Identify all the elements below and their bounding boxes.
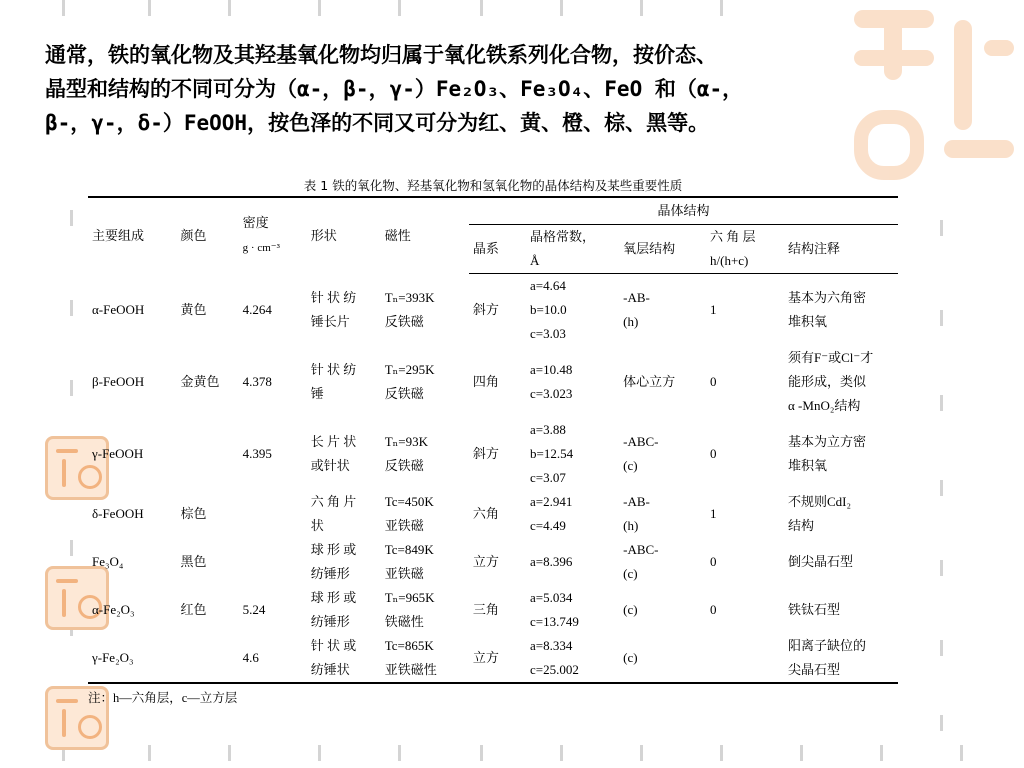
header-shape: 形状	[307, 197, 381, 274]
cell-oxygen	[619, 346, 706, 418]
intro-paragraph	[45, 38, 985, 140]
cell-density: 4.6	[239, 634, 307, 683]
cell-note	[784, 538, 898, 586]
table-row	[88, 274, 898, 347]
cell-note	[784, 274, 898, 347]
cell-density: 4.264	[242, 301, 272, 317]
cell-hex: 0	[710, 554, 717, 569]
cell-lattice-line: c=4.49	[530, 518, 566, 533]
header-hex-layer-formula: h/(h+c)	[710, 253, 749, 268]
cell-magnetism-line: 铁磁性	[384, 614, 424, 629]
cell-lattice-line: b=10.0	[530, 302, 567, 317]
cell-shape-line: 六 角 片	[310, 494, 357, 509]
cell-system: 斜方	[472, 446, 499, 461]
cell-oxygen-line: (c)	[623, 566, 638, 581]
cell-shape-line: 锤	[310, 386, 324, 401]
cell-composition: δ-FeOOH	[92, 506, 144, 521]
cell-magnetism-line: Tc=865K	[384, 638, 434, 653]
cell-lattice	[526, 634, 619, 683]
cell-note	[784, 586, 898, 634]
cell-note-line: 堆积氧	[788, 458, 828, 473]
cell-shape-line: 状	[310, 518, 324, 533]
cell-oxygen	[619, 634, 706, 683]
cell-oxygen-line: -ABC-	[623, 542, 659, 557]
cell-color: 黄色	[180, 301, 207, 317]
header-crystal-structure: 晶体结构	[469, 197, 898, 225]
table-body	[88, 274, 898, 684]
cell-oxygen-line: (c)	[623, 458, 638, 473]
cell-color	[177, 634, 239, 683]
intro-line: β-，γ-，δ-）FeOOH，按色泽的不同又可分为红、黄、橙、棕、黑等。	[45, 111, 710, 135]
cell-magnetism-line: 反铁磁	[384, 386, 424, 401]
cell-lattice-line: a=4.64	[530, 278, 566, 293]
cell-shape-line: 针 状 或	[310, 638, 357, 653]
header-magnetism: 磁性	[381, 197, 469, 274]
cell-lattice-line: a=3.88	[530, 422, 566, 437]
intro-line: 晶型和结构的不同可分为（α-，β-，γ-）Fe₂O₃、Fe₃O₄、FeO 和（α-，	[45, 77, 744, 101]
cell-note-line: α -MnO₂结构	[788, 398, 861, 413]
cell-oxygen-line: (c)	[623, 602, 638, 617]
table-row	[88, 634, 898, 683]
cell-shape-line: 长 片 状	[310, 434, 357, 449]
cell-magnetism	[381, 274, 469, 347]
intro-line: 通常，铁的氧化物及其羟基氧化物均归属于氧化铁系列化合物，按价态、	[45, 43, 717, 67]
iron-oxide-properties-table	[88, 196, 898, 684]
table-caption: 表 1 铁的氧化物、羟基氧化物和氢氧化物的晶体结构及某些重要性质	[303, 178, 683, 193]
cell-oxygen	[619, 538, 706, 586]
cell-lattice	[526, 346, 619, 418]
table-row	[88, 346, 898, 418]
cell-shape-line: 针 状 纺	[310, 362, 357, 377]
cell-lattice-line: a=5.034	[530, 590, 573, 605]
cell-note-line: 不规则CdI₂	[788, 494, 852, 509]
header-lattice-unit: Å	[530, 253, 540, 268]
cell-shape	[307, 586, 381, 634]
header-hex-layer-label: 六 角 层	[710, 229, 756, 244]
cell-note-line: 基本为六角密	[788, 290, 867, 305]
cell-note-line: 能形成，类似	[788, 374, 867, 389]
cell-composition: α-Fe₂O₃	[92, 602, 135, 617]
cell-lattice	[526, 586, 619, 634]
cell-magnetism	[381, 586, 469, 634]
header-density-label: 密度	[242, 215, 269, 231]
cell-lattice	[526, 490, 619, 538]
cell-shape-line: 或针状	[310, 458, 350, 473]
cell-magnetism-line: 反铁磁	[384, 313, 424, 329]
header-color: 颜色	[177, 197, 239, 274]
table-row	[88, 538, 898, 586]
cell-magnetism	[381, 634, 469, 683]
cell-magnetism-line: Tₙ=93K	[384, 434, 428, 449]
cell-note	[784, 418, 898, 490]
table-row	[88, 586, 898, 634]
cell-composition: γ-FeOOH	[92, 446, 144, 461]
cell-color: 黑色	[180, 554, 207, 569]
cell-system: 斜方	[472, 302, 499, 317]
cell-oxygen	[619, 418, 706, 490]
cell-color	[177, 418, 239, 490]
header-lattice-label: 晶格常数，	[530, 229, 596, 244]
cell-system: 三角	[472, 602, 499, 617]
cell-note	[784, 490, 898, 538]
cell-shape-line: 纺锤状	[310, 662, 350, 677]
cell-hex: 0	[710, 374, 717, 389]
cell-lattice-line: a=10.48	[530, 362, 573, 377]
cell-oxygen	[619, 490, 706, 538]
table-row	[88, 418, 898, 490]
cell-composition: γ-Fe₂O₃	[88, 634, 177, 683]
cell-magnetism-line: 亚铁磁	[384, 566, 424, 581]
cell-oxygen-line: -AB-	[623, 494, 650, 509]
cell-lattice-line: c=3.07	[530, 470, 566, 485]
cell-lattice-line: b=12.54	[530, 446, 574, 461]
cell-lattice-line: c=25.002	[530, 662, 579, 677]
cell-magnetism-line: Tₙ=965K	[384, 590, 435, 605]
cell-lattice	[526, 538, 619, 586]
cell-oxygen-line: 体心立方	[623, 374, 676, 389]
cell-magnetism-line: Tₙ=295K	[384, 362, 435, 377]
cell-lattice-line: c=3.023	[530, 386, 573, 401]
header-density-unit: g · cm⁻³	[242, 242, 280, 255]
cell-note-line: 基本为立方密	[788, 434, 867, 449]
cell-magnetism-line: Tc=849K	[384, 542, 434, 557]
cell-note	[784, 634, 898, 683]
cell-density: 5.24	[242, 602, 266, 617]
table-row	[88, 490, 898, 538]
cell-note-line: 阳离子缺位的	[788, 638, 867, 653]
cell-shape-line: 球 形 或	[310, 590, 357, 605]
cell-density: 4.378	[242, 374, 272, 389]
cell-magnetism	[381, 538, 469, 586]
cell-lattice-line: c=13.749	[530, 614, 579, 629]
cell-lattice-line: a=8.396	[530, 554, 573, 569]
cell-note-line: 铁钛石型	[788, 602, 841, 617]
cell-composition: β-FeOOH	[92, 374, 145, 389]
cell-hex: 0	[710, 446, 717, 461]
cell-lattice-line: a=2.941	[530, 494, 573, 509]
header-composition: 主要组成	[88, 197, 177, 274]
cell-composition: Fe₃O₄	[92, 554, 124, 569]
cell-lattice-line: c=3.03	[530, 326, 566, 341]
cell-shape	[307, 274, 381, 347]
cell-hex	[706, 634, 784, 683]
cell-note-line: 倒尖晶石型	[788, 554, 854, 569]
header-system: 晶系	[469, 225, 526, 274]
cell-magnetism-line: Tc=450K	[384, 494, 434, 509]
cell-lattice	[526, 274, 619, 347]
cell-oxygen	[619, 586, 706, 634]
cell-note-line: 须有F⁻或Cl⁻才	[788, 350, 874, 365]
cell-magnetism-line: Tₙ=393K	[384, 289, 435, 305]
header-lattice	[526, 225, 619, 274]
cell-magnetism-line: 反铁磁	[384, 458, 424, 473]
cell-shape	[307, 538, 381, 586]
cell-shape	[307, 634, 381, 683]
cell-composition: α-FeOOH	[92, 301, 145, 317]
header-notes: 结构注释	[784, 225, 898, 274]
cell-hex: 1	[710, 302, 717, 317]
cell-oxygen-line: -AB-	[623, 290, 650, 305]
cell-system: 六角	[472, 506, 499, 521]
cell-density	[239, 490, 307, 538]
cell-shape-line: 球 形 或	[310, 542, 357, 557]
cell-shape-line: 锤长片	[310, 313, 350, 329]
cell-magnetism-line: 亚铁磁性	[384, 662, 437, 677]
cell-oxygen	[619, 274, 706, 347]
cell-note-line: 堆积氧	[788, 314, 828, 329]
cell-oxygen-line: (h)	[623, 314, 639, 329]
cell-magnetism	[381, 490, 469, 538]
cell-density: 4.395	[242, 446, 272, 461]
cell-shape-line: 针 状 纺	[310, 289, 357, 305]
cell-magnetism	[381, 418, 469, 490]
cell-system: 四角	[472, 374, 499, 389]
cell-color: 红色	[180, 602, 207, 617]
table-footnote: 注：h—六角层，c—立方层	[88, 691, 238, 705]
cell-oxygen-line: -ABC-	[623, 434, 659, 449]
cell-lattice	[526, 418, 619, 490]
cell-lattice-line: a=8.334	[530, 638, 573, 653]
cell-system: 立方	[472, 554, 499, 569]
cell-color: 棕色	[180, 506, 207, 521]
cell-shape	[307, 418, 381, 490]
cell-oxygen-line: (c)	[623, 650, 638, 665]
cell-hex: 1	[710, 506, 717, 521]
cell-magnetism-line: 亚铁磁	[384, 518, 424, 533]
cell-shape-line: 纺锤形	[310, 566, 350, 581]
cell-oxygen-line: (h)	[623, 518, 639, 533]
cell-note	[784, 346, 898, 418]
cell-color: 金黄色	[180, 374, 220, 389]
cell-shape-line: 纺锤形	[310, 614, 350, 629]
cell-magnetism	[381, 346, 469, 418]
header-density	[239, 197, 307, 274]
cell-shape	[307, 490, 381, 538]
cell-note-line: 尖晶石型	[788, 662, 841, 677]
header-hex-layer	[706, 225, 784, 274]
cell-density	[239, 538, 307, 586]
cell-system: 立方	[469, 634, 526, 683]
cell-shape	[307, 346, 381, 418]
header-oxygen-layer: 氧层结构	[619, 225, 706, 274]
cell-note-line: 结构	[788, 518, 815, 533]
cell-hex: 0	[710, 602, 717, 617]
